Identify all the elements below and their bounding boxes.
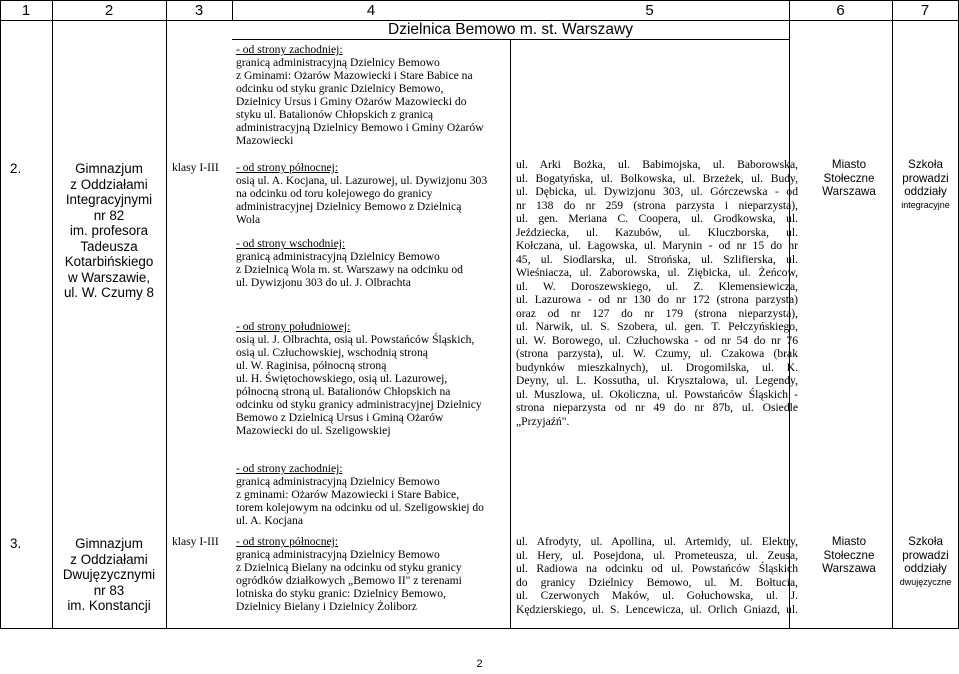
row-number: 3. (10, 536, 22, 551)
authority-line: Warszawa (822, 185, 876, 198)
row-number: 2. (10, 161, 22, 176)
type-line: Szkoła (908, 535, 943, 548)
border-line: z gminami: Ożarów Mazowiecki i Stare Babice, (236, 488, 460, 501)
border-label-east: - od strony wschodniej: (236, 237, 346, 250)
authority (806, 535, 892, 576)
street-line: ul. Afrodyty, ul. Apollina, ul. Artemidy, ul. Elektry, (516, 535, 798, 548)
border-line: osią ul. Człuchowskiej, wschodnią stroną (236, 346, 428, 359)
header-col-7: 7 (920, 2, 930, 19)
border-line: granicą administracyjną Dzielnicy Bemowo (236, 56, 440, 69)
table-bottom-border (0, 628, 959, 629)
school-line: z Oddziałami (70, 551, 148, 567)
class-range: klasy I-III (172, 161, 219, 174)
border-label-south: - od strony południowej: (236, 320, 351, 333)
type-line: Szkoła (908, 158, 943, 171)
border-line: z Dzielnicą Wola m. st. Warszawy na odcinku od (236, 263, 463, 276)
school-line: z Oddziałami (70, 176, 148, 192)
school-line: Kotarbińskiego (64, 254, 154, 269)
border-label-north: - od strony północnej: (236, 535, 339, 548)
border-line: ul. H. Świętochowskiego, osią ul. Lazurowej, (236, 372, 448, 385)
school-line: nr 82 (93, 207, 125, 223)
header-col-1: 1 (21, 2, 31, 19)
school-line: Dwujęzycznymi (62, 567, 156, 582)
border-line: granicą administracyjną Dzielnicy Bemowo (236, 548, 440, 561)
authority-line: Miasto (831, 158, 867, 171)
street-line: ul. W. Doroszewskiego, ul. Z. Klemensiewicza, (516, 279, 798, 293)
street-line: ul. Arki Bożka, ul. Babimojska, ul. Baborowska, (516, 158, 798, 171)
street-line: oraz od nr 127 do nr 179 (strona nieparzysta), (516, 306, 798, 320)
street-line: ul. Narwik, ul. S. Szobera, ul. gen. T. Pełczyńskiego, (516, 320, 798, 333)
border-line: styku ul. Batalionów Chłopskich z granicą (236, 108, 434, 121)
school-line: Gimnazjum (75, 161, 143, 176)
top-west-border (236, 43, 484, 147)
school-line: im. Konstancji (67, 598, 151, 613)
col-border-4 (510, 40, 511, 629)
page-number: 2 (476, 658, 483, 670)
col-border-0 (0, 0, 1, 629)
school-line: Tadeusza (80, 238, 138, 254)
border-line: Dzielnicy Bielany i Dzielnicy Żoliborz (236, 600, 417, 613)
header-col-4: 4 (366, 2, 376, 19)
street-line: Kędzierskiego, ul. S. Lencewicza, ul. Orlich Gniazd, ul. (516, 602, 798, 616)
street-line: strona nieparzysta od nr 49 do nr 87b, ul. Osiedle (516, 401, 798, 414)
border-line: odcinku od styku granic Dzielnicy Bemowo, (236, 82, 444, 95)
border-line: ul. Dywizjonu 303 do ul. J. Olbrachta (236, 276, 411, 289)
type-line: integracyjne (901, 199, 950, 210)
school-line: Gimnazjum (75, 536, 143, 551)
header-col-5: 5 (645, 2, 654, 19)
street-line: Jeździecka, ul. Kazubów, ul. Kluczborska, ul. (516, 225, 798, 239)
street-line: Deyny, ul. L. Kossutha, ul. Krysztalowa, ul. Legendy, (516, 374, 798, 387)
type-line: prowadzi (902, 548, 949, 562)
school-type (894, 158, 957, 211)
district-title: Dzielnica Bemowo m. st. Warszawy (388, 21, 633, 38)
type-line: oddziały (904, 562, 947, 575)
street-line: ul. Czerwonych Maków, ul. Gołuchowska, ul. J. (516, 589, 798, 602)
street-list (516, 158, 798, 428)
street-line: ul. W. Borowego, ul. Człuchowska - od nr 54 do nr 76 (516, 333, 798, 347)
school-name (52, 161, 166, 301)
street-line: ul. Hery, ul. Posejdona, ul. Prometeusza, ul. Zeusa, (516, 548, 798, 562)
street-line: ul. Bogatyńska, ul. Bolkowska, ul. Brzeżek, ul. Budy, (516, 171, 798, 185)
header-col-6: 6 (836, 2, 845, 19)
type-line: oddziały (904, 185, 947, 198)
border-line: torem kolejowym na odcinku od ul. Szeligowskiej do (236, 501, 484, 514)
col-border-6 (892, 0, 893, 629)
street-line: „Przyjaźń". (516, 414, 570, 428)
east-border (236, 237, 463, 289)
border-line: ogródków działkowych „Bemowo II" z terenami (236, 574, 462, 587)
street-line: ul. Dębicka, ul. Dywizjonu 303, ul. Górczewska - od (516, 185, 798, 198)
street-line: (strona parzysta), ul. W. Czumy, ul. Czakowa (brak (516, 347, 798, 360)
border-label-west: - od strony zachodniej: (236, 462, 343, 475)
school-type (894, 535, 957, 588)
west-border (236, 462, 484, 527)
border-line: Dzielnicy Ursus i Gminy Ożarów Mazowiecki do (236, 95, 467, 108)
street-line: ul. Muszlowa, ul. Okoliczna, ul. Powstańców Śląskich - (516, 387, 798, 401)
school-line: nr 83 (93, 582, 125, 598)
street-line: nr 138 do nr 259 (strona parzysta i nieparzysta), (516, 198, 798, 212)
border-line: ul. W. Raginisa, północną stroną (236, 359, 387, 372)
authority (806, 158, 892, 199)
authority-line: Stołeczne (823, 548, 875, 562)
type-line: dwujęzyczne (899, 576, 952, 587)
header-col-3: 3 (194, 2, 204, 19)
border-line: na odcinku od toru kolejowego do granicy (236, 187, 433, 200)
school-line: Integracyjnymi (65, 192, 153, 207)
school-line: im. profesora (69, 223, 149, 238)
border-line: odcinku od styku granicy administracyjnej Dzielnicy (236, 398, 482, 411)
school-line: w Warszawie, (67, 269, 151, 285)
border-line: administracyjną Dzielnicy Bemowo i Gminy Ożarów (236, 121, 484, 134)
border-line: Mazowiecki (236, 134, 294, 147)
school-name (52, 536, 166, 614)
street-line: ul. gen. Meriana C. Coopera, ul. Grodkowska, ul. (516, 212, 798, 225)
table-top-border (0, 0, 959, 1)
street-line: 45, ul. Siodlarska, ul. Strońska, ul. Szlifierska, ul. (516, 252, 798, 266)
border-line: granicą administracyjną Dzielnicy Bemowo (236, 475, 440, 488)
street-line: Wieśniacza, ul. Zaborowska, ul. Ziębicka, ul. Żeńcow, (516, 266, 798, 279)
border-line: granicą administracyjną Dzielnicy Bemowo (236, 250, 440, 263)
border-line: osią ul. A. Kocjana, ul. Lazurowej, ul. Dywizjonu 303 (236, 174, 488, 187)
border-line: z Gminami: Ożarów Mazowiecki i Stare Babice na (236, 69, 473, 82)
border-line: administracyjnej Dzielnicy Bemowo z Dzielnicą (236, 200, 462, 213)
border-line: Wola (236, 213, 261, 226)
border-line: z Dzielnicą Bielany na odcinku od styku granicy (236, 561, 462, 574)
type-line: prowadzi (902, 171, 949, 185)
border-line: ul. A. Kocjana (236, 514, 303, 527)
col-border-1 (52, 0, 53, 629)
col-border-2 (166, 0, 167, 629)
border-line: Bemowo z Dzielnicą Ursus i Gminą Ożarów (236, 411, 444, 424)
border-line: lotniska do styku granic: Dzielnicy Bemowo, (236, 587, 446, 600)
border-label-west-top: - od strony zachodniej: (236, 43, 343, 56)
street-line: ul. Radiowa na odcinku od ul. Powstańców Śląskich (516, 562, 798, 575)
border-label-north: - od strony północnej: (236, 161, 339, 174)
school-line: ul. W. Czumy 8 (63, 285, 155, 300)
border-line: północną stroną ul. Batalionów Chłopskich na (236, 385, 451, 398)
north-border (236, 535, 462, 613)
street-line: do granicy Dzielnicy Bemowo, ul. M. Bołtucia, (516, 575, 798, 589)
header-col-2: 2 (104, 2, 114, 19)
north-border (236, 161, 487, 226)
authority-line: Miasto (831, 535, 867, 548)
border-line: osią ul. J. Olbrachta, osią ul. Powstańców Śląskich, (236, 333, 475, 346)
authority-line: Stołeczne (823, 171, 875, 185)
street-list (516, 535, 798, 616)
border-line: Mazowiecki do ul. Szeligowskiej (236, 424, 391, 437)
class-range: klasy I-III (172, 535, 219, 548)
south-border (236, 320, 482, 437)
street-line: Kołczana, ul. Łagowska, ul. Marynin - od nr 15 do nr (516, 239, 798, 252)
street-line: budynków mieszkalnych), ul. Drogomilska, ul. K. (516, 360, 798, 374)
authority-line: Warszawa (822, 562, 876, 575)
street-line: ul. Lazurowa - od nr 130 do nr 172 (strona parzysta) (516, 293, 798, 306)
